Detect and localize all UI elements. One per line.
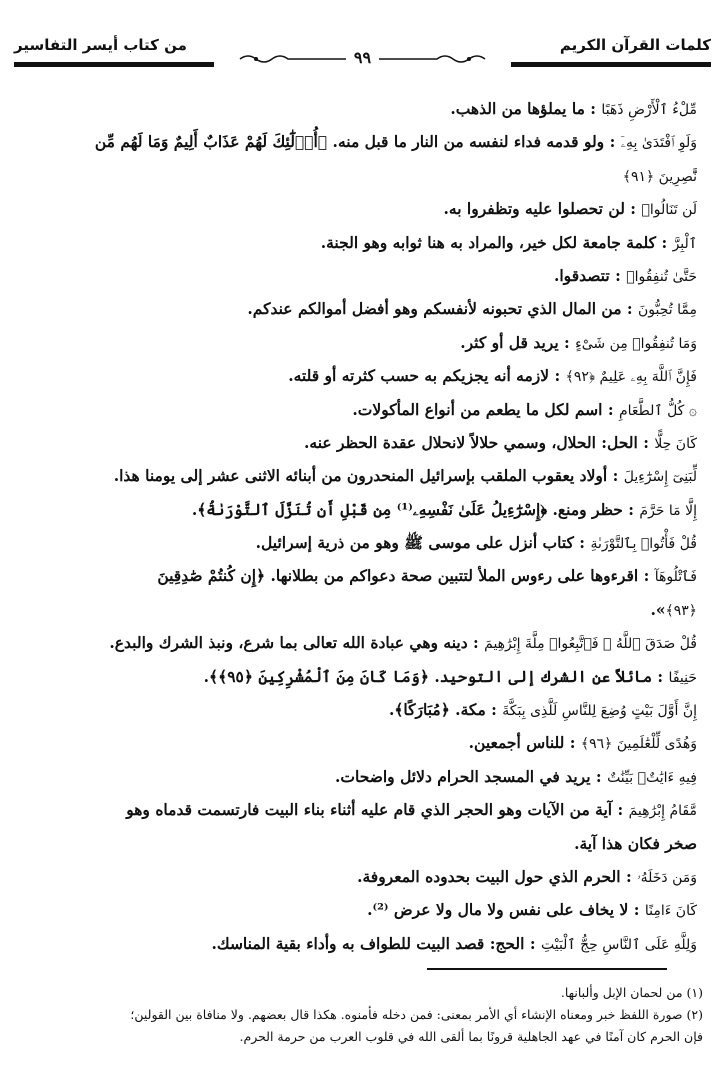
text-line [28, 292, 697, 325]
text-line [28, 125, 697, 158]
quran-term: ۞ كُلُّ ٱلطَّعَامِ [618, 402, 697, 419]
quran-term: فِيهِ ءَايَٰتٌۢ بَيِّنَٰتٌ [607, 769, 697, 786]
quran-term: فَإِنَّ ٱللَّهَ بِهِۦ عَلِيمٌ ﴿٩٢﴾ [565, 369, 697, 386]
text-line [28, 326, 697, 359]
ornament-right-icon [377, 53, 487, 65]
text-line [28, 726, 697, 759]
quran-term: وَمَن دَخَلَهُۥ [637, 869, 697, 886]
commentary-body [28, 92, 697, 960]
explanation: : حظر ومنع. ﴿إِسْرَٰٓءِيلُ عَلَىٰ نَفْسِهِۦ⁽¹⁾ مِن قَبْلِ أَن تُنَزَّلَ ٱلتَّوْرَىٰةُ﴾. [191, 499, 640, 519]
explanation: ». [650, 599, 666, 619]
explanation: : اقرءوها على رءوس الملأ لتتبين صحة دعواكم من بطلانها. ﴿إِن كُنتُمْ صَٰدِقِينَ [157, 566, 655, 586]
text-line [28, 827, 697, 860]
quran-term: حَتَّىٰ تُنفِقُوا۟ [626, 268, 697, 285]
text-line [28, 760, 697, 793]
quran-term: وَهُدًى لِّلْعَٰلَمِينَ ﴿٩٦﴾ [580, 736, 697, 753]
quran-term: لَن تَنَالُوا۟ [641, 202, 697, 219]
text-line [28, 860, 697, 893]
page-number: ٩٩ [353, 48, 372, 67]
quran-term: وَلَوِ ٱفْتَدَىٰ بِهِۦٓ [620, 135, 697, 152]
explanation: : آية من الآيات وهو الحجر الذي قام عليه أثناء بناء البيت فارتسمت قدماه وهو [126, 800, 629, 820]
text-line [28, 793, 697, 826]
quran-term: فَٱتْلُوهَآ [654, 569, 697, 586]
text-line [28, 426, 697, 459]
quran-term: مِمَّا تُحِبُّونَ [638, 302, 697, 319]
text-line [28, 927, 697, 960]
explanation: : أولاد يعقوب الملقب بإسرائيل المنحدرون من أبنائه الاثنى عشر إلى يومنا هذا. [113, 466, 624, 486]
text-line [28, 393, 697, 426]
quran-term: حَنِيفًا [668, 669, 697, 686]
quran-term: وَمَا تُنفِقُوا۟ مِن شَىْءٍ [575, 335, 697, 352]
explanation: : لازمه أنه يجزيكم به حسب كثرته أو قلته. [288, 366, 566, 386]
quran-term: ﴿٩٣﴾ [665, 602, 697, 619]
explanation: : تتصدقوا. [553, 265, 627, 285]
explanation: : اسم لكل ما يطعم من أنواع المأكولات. [352, 399, 619, 419]
quran-term: كَانَ ءَامِنًا [644, 903, 697, 920]
text-line [28, 526, 697, 559]
header-rule-left [14, 62, 214, 67]
quran-term: قُلْ صَدَقَ ٱللَّهُ ۗ فَٱتَّبِعُوا۟ مِلَّةَ إِبْرَٰهِيمَ [484, 636, 697, 653]
explanation: : كلمة جامعة لكل خير، والمراد به هنا ثوابه وهو الجنة. [320, 232, 673, 252]
quran-term: إِنَّ أَوَّلَ بَيْتٍ وُضِعَ لِلنَّاسِ لَلَّذِى بِبَكَّةَ [502, 703, 697, 720]
header-rule-right [511, 62, 711, 67]
explanation: : يريد في المسجد الحرام دلائل واضحات. [335, 766, 608, 786]
quran-term: لِّبَنِىٓ إِسْرَٰٓءِيلَ [623, 469, 697, 486]
quran-term: نَّٰصِرِينَ ﴿٩١﴾ [622, 168, 697, 185]
text-line [28, 559, 697, 592]
text-line [28, 893, 697, 926]
explanation: : مكة. ﴿مُبَارَكًا﴾. [388, 700, 503, 720]
text-line [28, 493, 697, 526]
text-line [28, 626, 697, 659]
text-line [28, 226, 697, 259]
ornament-left-icon [238, 53, 348, 65]
explanation: : للناس أجمعين. [468, 733, 581, 753]
book-title: كلمات القرآن الكريم [559, 36, 711, 54]
footnote: (٢) صورة اللفظ خبر ومعناه الإنشاء أي الأمر بمعنى: فمن دخله فأمنوه. هكذا قال بعضهم. ولا منافاة بين القولين؛ [130, 1007, 703, 1022]
footnote-divider [427, 968, 667, 970]
text-line [28, 259, 697, 292]
explanation: : لن تحصلوا عليه وتظفروا به. [443, 199, 642, 219]
quran-term: وَلِلَّهِ عَلَى ٱلنَّاسِ حِجُّ ٱلْبَيْتِ [540, 936, 697, 953]
quran-term: ٱلْبِرَّ [672, 235, 697, 252]
footnote: فإن الحرم كان آمنًا في عهد الجاهلية قرونًا بما ألقى الله في قلوب العرب من حرمة الحرم. [239, 1029, 703, 1044]
text-line [28, 593, 697, 626]
explanation: : الحج: قصد البيت للطواف به وأداء بقية المناسك. [211, 933, 541, 953]
text-line [28, 192, 697, 225]
text-line [28, 92, 697, 125]
quran-term: مَّقَامُ إِبْرَٰهِيمَ [628, 803, 697, 820]
quran-term: مِّلْءُ ٱلْأَرْضِ ذَهَبًا [601, 102, 697, 118]
text-line [28, 660, 697, 693]
explanation: : الحل: الحلال، وسمي حلالاً لانحلال عقدة الحظر عنه. [304, 432, 655, 452]
explanation: صخر فكان هذا آية. [574, 833, 697, 853]
text-line [28, 459, 697, 492]
explanation: : ولو قدمه فداء لنفسه من النار ما قبل منه. ﴿أُو۟لَٰٓئِكَ لَهُمْ عَذَابٌ أَلِيمٌ وَمَا لَهُم مِّن [94, 132, 621, 152]
text-line [28, 159, 697, 192]
quran-term: كَانَ حِلًّا [654, 435, 697, 452]
source-title: من كتاب أيسر التفاسير [14, 36, 187, 54]
explanation: : لا يخاف على نفس ولا مال ولا عرض ⁽²⁾. [367, 900, 645, 920]
explanation: : مائلاً عن الشرك إلى التوحيد. ﴿وَمَا كَانَ مِنَ ٱلْمُشْرِكِينَ ﴿٩٥﴾﴾. [203, 666, 669, 686]
explanation: : ما يملؤها من الذهب. [450, 99, 602, 118]
page-header [14, 30, 711, 70]
explanation: : الحرم الذي حول البيت بحدوده المعروفة. [357, 866, 638, 886]
explanation: : يريد قل أو كثر. [460, 332, 576, 352]
quran-term: إِلَّا مَا حَرَّمَ [639, 502, 697, 519]
text-line [28, 359, 697, 392]
text-line [28, 693, 697, 726]
explanation: : دينه وهي عبادة الله تعالى بما شرع، ونبذ الشرك والبدع. [109, 633, 485, 653]
footnote: (١) من لحمان الإبل وألبانها. [560, 985, 703, 1000]
explanation: : من المال الذي تحبونه لأنفسكم وهو أفضل أموالكم عندكم. [247, 299, 639, 319]
footnotes [20, 982, 703, 1048]
explanation: : كتاب أنزل على موسى ﷺ وهو من ذرية إسرائيل. [255, 533, 591, 553]
quran-term: قُلْ فَأْتُوا۟ بِٱلتَّوْرَىٰةِ [590, 536, 697, 553]
